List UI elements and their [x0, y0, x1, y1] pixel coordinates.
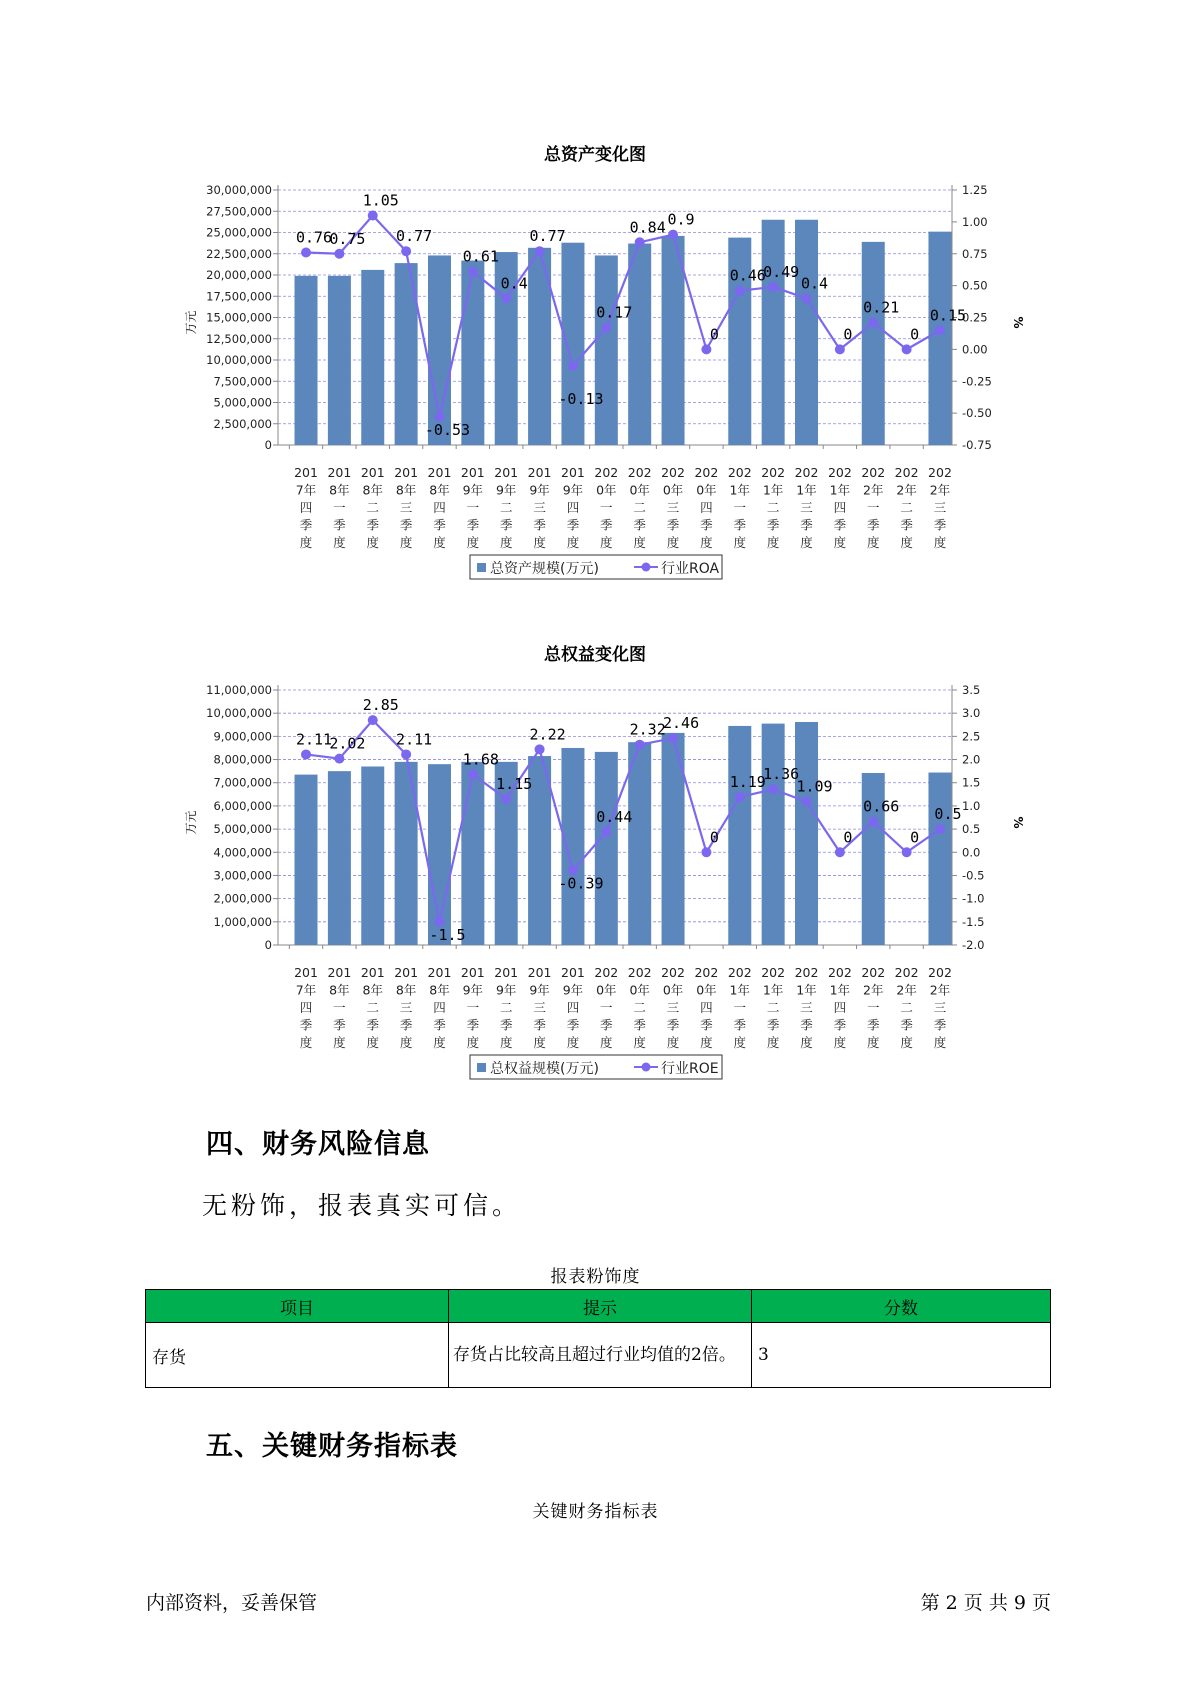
data-label: 1.68: [462, 750, 499, 769]
series-point: [668, 230, 678, 240]
section4-heading: 四、财务风险信息: [206, 1129, 430, 1160]
y-left-tick-label: 4,000,000: [213, 845, 272, 860]
series-point: [802, 293, 812, 303]
series-point: [935, 325, 945, 335]
bar: [328, 276, 351, 445]
data-label: 1.15: [496, 774, 533, 793]
data-label: 2.02: [329, 734, 366, 753]
x-tick-label: 201 9年二季度: [494, 465, 519, 550]
data-label: 0.17: [596, 303, 633, 322]
series-point: [701, 344, 711, 354]
x-tick-label: 202 1年三季度: [794, 465, 819, 550]
series-point: [368, 715, 378, 725]
legend-label-line: 行业ROE: [661, 1061, 719, 1077]
x-tick-label: 201 8年一季度: [327, 465, 352, 550]
x-tick-label: 202 0年四季度: [694, 465, 719, 550]
x-tick-label: 202 2年三季度: [928, 965, 952, 1050]
risk-cell-score: 3: [752, 1323, 1051, 1388]
series-point: [301, 749, 311, 759]
data-label: 0.4: [500, 274, 528, 293]
series-point: [635, 740, 645, 750]
y-left-tick-label: 7,000,000: [213, 775, 272, 790]
y-left-tick-label: 12,500,000: [206, 331, 272, 346]
y-left-tick-label: 0: [264, 438, 272, 452]
x-tick-label: 202 1年一季度: [727, 965, 752, 1050]
y-right-tick-label: 0.00: [962, 342, 988, 357]
series-point: [701, 847, 711, 857]
risk-table: [145, 1289, 1051, 1388]
data-label: 1.19: [729, 773, 766, 792]
y-right-tick-label: 2.5: [962, 729, 981, 744]
y-right-tick-label: 1.00: [962, 214, 988, 229]
bar: [595, 752, 618, 945]
y-right-tick-label: 0.25: [962, 310, 988, 325]
y-left-tick-label: 22,500,000: [206, 246, 272, 261]
legend-swatch-bar: [477, 563, 486, 572]
y-left-axis-label: 万元: [184, 310, 198, 335]
x-tick-label: 202 2年二季度: [894, 965, 919, 1050]
x-tick-label: 202 2年三季度: [928, 465, 952, 550]
y-right-tick-label: -1.5: [962, 914, 985, 929]
data-label: 1.05: [362, 191, 399, 210]
data-label: 0: [709, 325, 719, 344]
x-tick-label: 202 2年一季度: [861, 465, 886, 550]
bar: [928, 773, 951, 945]
bar: [762, 220, 785, 445]
data-label: 2.46: [662, 714, 700, 733]
y-left-tick-label: 5,000,000: [213, 395, 272, 410]
series-point: [468, 769, 478, 779]
bar: [295, 276, 318, 445]
x-tick-label: 201 8年三季度: [394, 465, 419, 550]
y-right-tick-label: -0.25: [962, 374, 992, 389]
bar: [595, 255, 618, 445]
chart-title: 总资产变化图: [544, 145, 646, 165]
x-tick-label: 201 8年四季度: [427, 965, 452, 1050]
bar: [728, 726, 751, 945]
bar: [795, 220, 818, 445]
series-point: [501, 293, 511, 303]
series-point: [301, 247, 311, 257]
x-tick-label: 201 9年三季度: [527, 465, 552, 550]
risk-col-score: 分数: [752, 1290, 1051, 1323]
x-tick-label: 202 2年一季度: [861, 965, 886, 1050]
bar: [461, 261, 484, 445]
x-tick-label: 201 9年四季度: [561, 465, 585, 550]
data-label: 0.46: [729, 266, 766, 285]
y-left-tick-label: 30,000,000: [206, 183, 272, 197]
y-left-tick-label: 8,000,000: [213, 752, 272, 767]
y-right-tick-label: -1.0: [962, 891, 985, 906]
series-point: [535, 246, 545, 256]
x-tick-label: 201 8年四季度: [427, 465, 452, 550]
series-point: [902, 344, 912, 354]
bar: [328, 771, 351, 945]
x-tick-label: 201 9年四季度: [561, 965, 585, 1050]
y-right-tick-label: 2.0: [962, 752, 981, 767]
data-label: 1.36: [763, 765, 800, 784]
risk-cell-item: 存货: [146, 1323, 449, 1388]
bar: [561, 748, 584, 945]
data-label: 0.21: [863, 298, 900, 317]
series-point: [501, 794, 511, 804]
data-label: 2.32: [629, 720, 666, 739]
x-tick-label: 201 8年三季度: [394, 965, 419, 1050]
data-label: 0.15: [929, 306, 967, 325]
x-tick-label: 201 9年一季度: [460, 965, 485, 1050]
x-tick-label: 202 2年二季度: [894, 465, 919, 550]
y-left-tick-label: 9,000,000: [213, 729, 272, 744]
legend-label-bar: 总权益规模(万元): [490, 1061, 599, 1077]
series-point: [535, 744, 545, 754]
series-point: [802, 797, 812, 807]
series-point: [768, 784, 778, 794]
y-left-tick-label: 1,000,000: [213, 914, 272, 929]
data-label: 0: [843, 828, 853, 847]
series-point: [368, 211, 378, 221]
y-left-tick-label: 17,500,000: [206, 289, 272, 304]
series-point: [601, 827, 611, 837]
total-equity-chart: [0, 630, 1191, 1100]
data-label: 0.77: [529, 227, 566, 246]
risk-table-header-row: [146, 1290, 1051, 1323]
y-left-tick-label: 2,500,000: [213, 416, 272, 431]
x-tick-label: 201 9年一季度: [460, 465, 485, 550]
y-right-axis-label: %: [1011, 316, 1025, 329]
footer-page-number: 第 2 页 共 9 页: [920, 1592, 1051, 1614]
series-point: [601, 323, 611, 333]
series-point: [768, 282, 778, 292]
x-tick-label: 202 0年三季度: [661, 965, 685, 1050]
series-point: [868, 318, 878, 328]
data-label: 0.44: [596, 807, 633, 826]
series-point: [835, 344, 845, 354]
data-label: 0.76: [295, 228, 333, 247]
x-tick-label: 202 0年一季度: [594, 965, 619, 1050]
series-point: [935, 824, 945, 834]
legend-swatch-bar: [477, 1063, 486, 1072]
data-label: 0: [709, 828, 719, 847]
data-label: 0.49: [763, 262, 800, 281]
y-left-tick-label: 20,000,000: [206, 268, 272, 282]
risk-cell-tip: 存货占比较高且超过行业均值的2倍。: [449, 1323, 752, 1388]
y-right-tick-label: 1.0: [962, 798, 981, 813]
data-label: -0.13: [558, 389, 604, 408]
data-label: 0.77: [396, 227, 433, 246]
data-label: 0.75: [329, 229, 366, 248]
x-tick-label: 202 0年三季度: [661, 465, 685, 550]
chart-title: 总权益变化图: [544, 645, 646, 665]
series-point: [334, 249, 344, 259]
bar: [295, 775, 318, 945]
x-tick-label: 201 8年一季度: [327, 965, 352, 1050]
data-label: 1.09: [796, 777, 833, 796]
y-left-axis-label: 万元: [184, 810, 198, 835]
y-right-tick-label: 0.5: [962, 822, 981, 837]
y-right-tick-label: 3.0: [962, 706, 981, 721]
data-label: 0: [843, 325, 853, 344]
series-point: [868, 817, 878, 827]
bar: [795, 722, 818, 945]
key-indicators-caption: 关键财务指标表: [532, 1502, 659, 1522]
data-label: -0.39: [558, 874, 604, 893]
y-left-tick-label: 0: [264, 938, 272, 952]
y-left-tick-label: 10,000,000: [206, 353, 272, 367]
x-tick-label: 202 0年四季度: [694, 965, 719, 1050]
data-label: -0.53: [424, 420, 471, 439]
data-label: 2.85: [362, 696, 399, 715]
footer-confidential: 内部资料，妥善保管: [146, 1592, 318, 1614]
x-tick-label: 201 7年四季度: [294, 465, 318, 550]
data-label: 0.66: [863, 797, 900, 816]
series-point: [401, 749, 411, 759]
data-label: 0: [910, 325, 920, 344]
y-right-tick-label: 1.5: [962, 775, 981, 790]
series-point: [835, 847, 845, 857]
legend-swatch-point: [642, 1063, 651, 1072]
risk-table-caption: 报表粉饰度: [550, 1267, 641, 1287]
x-tick-label: 202 1年一季度: [727, 465, 752, 550]
y-right-tick-label: 3.5: [962, 683, 981, 697]
bar: [762, 724, 785, 945]
x-tick-label: 202 0年一季度: [594, 465, 619, 550]
legend-label-bar: 总资产规模(万元): [490, 561, 599, 577]
data-label: 0.4: [800, 274, 829, 293]
x-tick-label: 201 8年二季度: [360, 465, 385, 550]
bar: [461, 762, 484, 945]
bar: [361, 270, 384, 445]
series-point: [668, 733, 678, 743]
x-tick-label: 202 0年二季度: [627, 465, 652, 550]
y-left-tick-label: 25,000,000: [206, 225, 272, 240]
data-label: -1.5: [429, 925, 466, 944]
x-tick-label: 202 1年三季度: [794, 965, 819, 1050]
data-label: 0.61: [462, 247, 499, 266]
series-point: [635, 237, 645, 247]
x-tick-label: 202 0年二季度: [627, 965, 652, 1050]
bar: [561, 243, 584, 445]
series-point: [568, 361, 578, 371]
risk-col-item: 项目: [146, 1290, 449, 1323]
y-right-tick-label: 0.50: [962, 278, 988, 293]
bar: [862, 242, 885, 445]
y-left-tick-label: 7,500,000: [213, 374, 272, 389]
y-left-tick-label: 2,000,000: [213, 891, 272, 906]
legend-label-line: 行业ROA: [661, 561, 720, 577]
data-label: 0: [910, 828, 920, 847]
y-left-tick-label: 27,500,000: [206, 204, 272, 219]
y-right-axis-label: %: [1011, 816, 1025, 829]
x-tick-label: 201 9年二季度: [494, 965, 519, 1050]
y-right-tick-label: 1.25: [962, 183, 988, 197]
x-tick-label: 202 1年四季度: [827, 465, 852, 550]
y-right-tick-label: 0.75: [962, 246, 988, 261]
bar: [628, 244, 651, 445]
total-assets-chart: [0, 130, 1191, 600]
series-point: [735, 792, 745, 802]
y-left-tick-label: 11,000,000: [206, 683, 272, 697]
legend-swatch-point: [642, 563, 651, 572]
series-point: [902, 847, 912, 857]
x-tick-label: 202 1年四季度: [827, 965, 852, 1050]
risk-col-tip: 提示: [449, 1290, 752, 1323]
y-right-tick-label: -0.5: [962, 868, 985, 883]
risk-summary-text: 无粉饰，报表真实可信。: [202, 1191, 522, 1220]
series-point: [334, 754, 344, 764]
section5-heading: 五、关键财务指标表: [206, 1431, 458, 1462]
y-right-tick-label: -0.50: [962, 406, 992, 421]
data-label: 2.11: [295, 730, 333, 749]
data-label: 0.5: [934, 805, 962, 824]
x-tick-label: 201 7年四季度: [294, 965, 318, 1050]
x-tick-label: 202 1年二季度: [761, 965, 786, 1050]
y-left-tick-label: 6,000,000: [213, 798, 272, 813]
y-right-tick-label: -0.75: [962, 438, 992, 452]
x-tick-label: 202 1年二季度: [761, 465, 786, 550]
series-point: [401, 246, 411, 256]
y-left-tick-label: 3,000,000: [213, 868, 272, 883]
data-label: 0.84: [629, 218, 666, 237]
table-row: [146, 1323, 1051, 1388]
bar: [662, 236, 685, 445]
series-point: [735, 286, 745, 296]
x-tick-label: 201 9年三季度: [527, 965, 552, 1050]
y-left-tick-label: 5,000,000: [213, 822, 272, 837]
data-label: 2.22: [529, 725, 566, 744]
y-left-tick-label: 10,000,000: [206, 706, 272, 721]
x-tick-label: 201 8年二季度: [360, 965, 385, 1050]
y-left-tick-label: 15,000,000: [206, 310, 272, 325]
bar: [628, 742, 651, 945]
bar: [928, 232, 951, 445]
data-label: 0.9: [667, 210, 695, 229]
bar: [361, 767, 384, 946]
series-point: [468, 267, 478, 277]
y-right-tick-label: -2.0: [962, 938, 985, 952]
y-right-tick-label: 0.0: [962, 845, 981, 860]
data-label: 2.11: [396, 730, 433, 749]
